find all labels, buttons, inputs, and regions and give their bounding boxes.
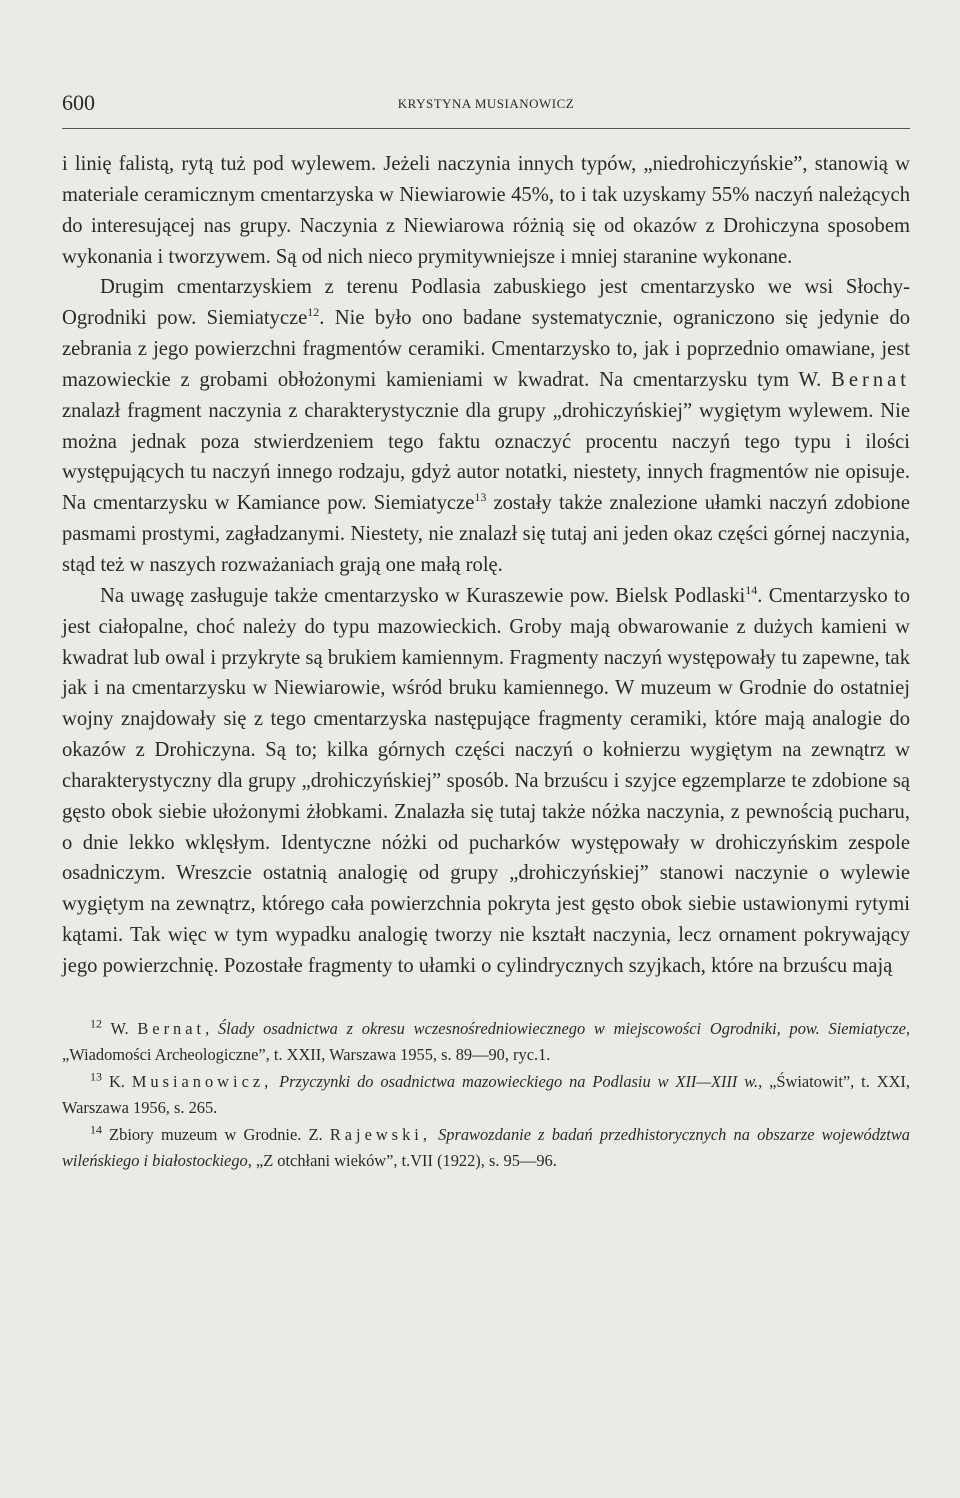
paragraph: Drugim cmentarzyskiem z terenu Podlasia zabuskiego jest cmentarzysko we wsi Słochy-Ogrodniki pow. Siemiatycze$^{12}$. Nie było ono badane systematycznie, ograniczono się jedynie do zebrania z jego powierzchni fragmentów ceramiki. Cmentarzysko to, jak i poprzednio omawiane, jest mazowieckie z grobami obłożonymi kamieniami w kwadrat. Na cmentarzysku tym W. Bernat znalazł fragment naczynia z charakterystycznie dla grupy „drohiczyńskiej” wygiętym wylewem. Nie można jednak poza stwierdzeniem tego faktu oznaczyć procentu naczyń tego typu i ilości występujących tu naczyń innego rodzaju, gdyż autor notatki, niestety, innych fragmentów nie opisuje. Na cmentarzysku w Kamiance pow. Siemiatycze$^{13}$ zostały także znalezione ułamki naczyń zdobione pasmami prostymi, zagładzanymi. Niestety, nie znalazł się tutaj ani jeden okaz części górnej naczynia, stąd też w naszych rozważaniach grają one małą rolę. [62, 276, 910, 576]
page-header [62, 90, 910, 129]
footnote: $^{14}$ Zbiory muzeum w Grodnie. Z. Rajewski, Sprawozdanie z badań przedhistorycznych na obszarze województwa wileńskiego i białostockiego, „Z otchłani wieków”, t.VII (1922), s. 95—96. [62, 1122, 910, 1171]
running-head: KRYSTYNA MUSIANOWICZ [397, 96, 575, 111]
page-number: 600 [62, 90, 95, 115]
footnote: $^{13}$ K. Musianowicz, Przyczynki do osadnictwa mazowieckiego na Podlasiu w XII—XIII w., „Światowit”, t. XXI, Warszawa 1956, s. 265. [62, 1069, 910, 1118]
footnote-ref: 13 [474, 490, 487, 505]
paragraph: Na uwagę zasługuje także cmentarzysko w Kuraszewie pow. Bielsk Podlaski$^{14}$. Cmentarzysko to jest ciałopalne, choć należy do typu mazowieckich. Groby mają obwarowanie z dużych kamieni w kwadrat lub owal i przykryte są brukiem kamiennym. Fragmenty naczyń występowały tu zapewne, tak jak i na cmentarzysku w Niewiarowie, wśród bruku kamiennego. W muzeum w Grodnie do ostatniej wojny znajdowały się z tego cmentarzyska następujące fragmenty ceramiki, które mają analogie do okazów z Drohiczyna. Są to; kilka górnych części naczyń o kołnierzu wygiętym na zewnątrz w charakterystyczny dla grupy „drohiczyńskiej” sposób. Na brzuścu i szyjce egzemplarze te zdobione są gęsto obok siebie ułożonymi żłobkami. Znalazła się tutaj także nóżka naczynia, z pewnością pucharu, o dnie lekko wklęsłym. Identyczne nóżki od pucharków występowały w drohiczyńskim zespole osadniczym. Wreszcie ostatnią analogię od grupy „drohiczyńskiej” stanowi naczynie o wylewie wygiętym na zewnątrz, którego cała powierzchnia pokryta jest gęsto obok siebie ustawionymi rytymi kątami. Tak więc w tym wypadku analogię tworzy nie kształt naczynia, lecz ornament pokrywający jego powierzchnię. Pozostałe fragmenty to ułamki o cylindrycznych szyjkach, które na brzuścu mają [62, 582, 911, 977]
footnote: $^{12}$ W. Bernat, Ślady osadnictwa z okresu wczesnośredniowiecznego w miejscowości Ogrodniki, pow. Siemiatycze, „Wiadomości Archeologiczne”, t. XXII, Warszawa 1955, s. 89—90, ryc.1. [62, 1016, 910, 1065]
footnote-ref: 12 [307, 305, 320, 320]
paragraph: i linię falistą, rytą tuż pod wylewem. Jeżeli naczynia innych typów, „niedrohiczyńskie”, stanowią w materiale ceramicznym cmentarzyska w Niewiarowie 45%, to i tak uzyskamy 55% naczyń należących do interesującej nas grupy. Naczynia z Niewiarowa różnią się od okazów z Drohiczyna sposobem wykonania i tworzywem. Są od nich nieco prymitywniejsze i mniej staranine wykonane. [62, 153, 910, 268]
footnote-ref: 14 [745, 582, 758, 597]
document-page [62, 90, 910, 1175]
footnotes [62, 1016, 910, 1175]
body-text [62, 149, 910, 982]
author-name: Bernat [831, 368, 910, 391]
